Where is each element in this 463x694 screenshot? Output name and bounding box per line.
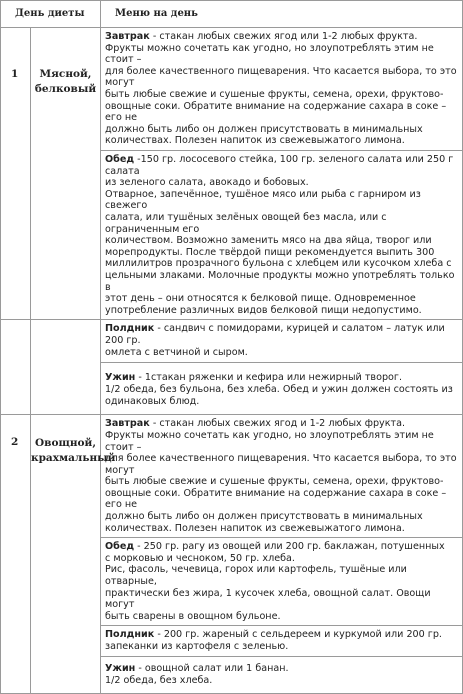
menu-cell (101, 320, 463, 363)
meal-text: - 200 гр. жареный с сельдереем и куркумой или 200 гр. запеканки из картофеля с зеленью. (105, 629, 442, 652)
empty-cell (31, 320, 101, 415)
meal-label: Полдник (105, 323, 155, 335)
meal-text: - стакан любых свежих ягод или 1-2 любых фрукта. Фрукты можно сочетать как угодно, но злоупотреблять этим не стоит – для более качественного пищеварения. Что касается выбора, то это могут быть любые свежие и сушеные фрукты, семена, орехи, фруктово- овощные соки. Обратите внимание на содержание сахара в соке – его не должно быть либо он должен присутствовать в минимальных количествах. Полезен напиток из свежевыжатого лимона. (105, 31, 457, 147)
menu-cell (101, 657, 463, 694)
header-menu: Меню на день (101, 1, 463, 28)
meal-label: Завтрак (105, 418, 150, 430)
day-number: 1 (1, 28, 31, 320)
meal-text: -150 гр. лососевого стейка, 100 гр. зеленого салата или 250 г салата из зеленого салата, авокадо и бобовых. Отварное, запечённое, тушёное мясо или рыба с гарниром из свежего салата, или тушёных зелёных овощей без масла, или с ограниченным его количеством. Возможно заменить мясо на два яйца, творог или морепродукты. После твёрдой пищи рекомендуется выпить 300 миллилитров прозрачного бульона с хлебцем или кусочком хлеба с цельными злаками. Молочные продукты можно употреблять только в этот день – они относятся к белковой пище. Одновременное употребление различных видов белковой пищи недопустимо. (105, 154, 455, 316)
day-type: Овощной, крахмальный (31, 415, 101, 694)
meal-text: - стакан любых свежих ягод и 1-2 любых фрукта. Фрукты можно сочетать как угодно, но злоупотреблять этим не стоит – для более качественного пищеварения. Что касается выбора, то это могут быть любые свежие и сушеные фрукты, семена, орехи, фруктово- овощные соки. Обратите внимание на содержание сахара в соке – его не должно быть либо он должен присутствовать в минимальных количествах. Полезен напиток из свежевыжатого лимона. (105, 418, 457, 534)
table-row (1, 28, 463, 151)
meal-label: Обед (105, 541, 135, 553)
header-row (1, 1, 463, 28)
meal-text: - 250 гр. рагу из овощей или 200 гр. баклажан, потушенных с морковью и чесноком, 50 гр. хлеба. Рис, фасоль, чечевица, горох или картофель, тушёные или отварные, практически без жира, 1 кусочек хлеба, овощной салат. Овощи могут быть сварены в овощном бульоне. (105, 541, 445, 622)
menu-cell (101, 626, 463, 657)
meal-label: Полдник (105, 629, 155, 641)
menu-cell (101, 28, 463, 151)
table-row (1, 415, 463, 538)
table-row (1, 320, 463, 363)
menu-cell (101, 151, 463, 320)
header-day: День диеты (1, 1, 101, 28)
empty-cell (1, 320, 31, 415)
meal-label: Завтрак (105, 31, 150, 42)
day-number: 2 (1, 415, 31, 694)
meal-label: Обед (105, 154, 135, 165)
meal-label: Ужин (105, 372, 136, 384)
meal-text: - овощной салат или 1 банан. 1/2 обеда, без хлеба. (105, 663, 289, 686)
meal-label: Ужин (105, 663, 136, 675)
menu-cell (101, 538, 463, 626)
meal-text: - 1стакан ряженки и кефира или нежирный творог. 1/2 обеда, без бульона, без хлеба. Обед и ужин должен состоять из одинаковых блюд. (105, 372, 453, 407)
meal-text: - сандвич с помидорами, курицей и салатом – латук или 200 гр. омлета с ветчиной и сыром. (105, 323, 445, 358)
day-type: Мясной, белковый (31, 28, 101, 320)
menu-cell (101, 415, 463, 538)
menu-cell (101, 363, 463, 415)
